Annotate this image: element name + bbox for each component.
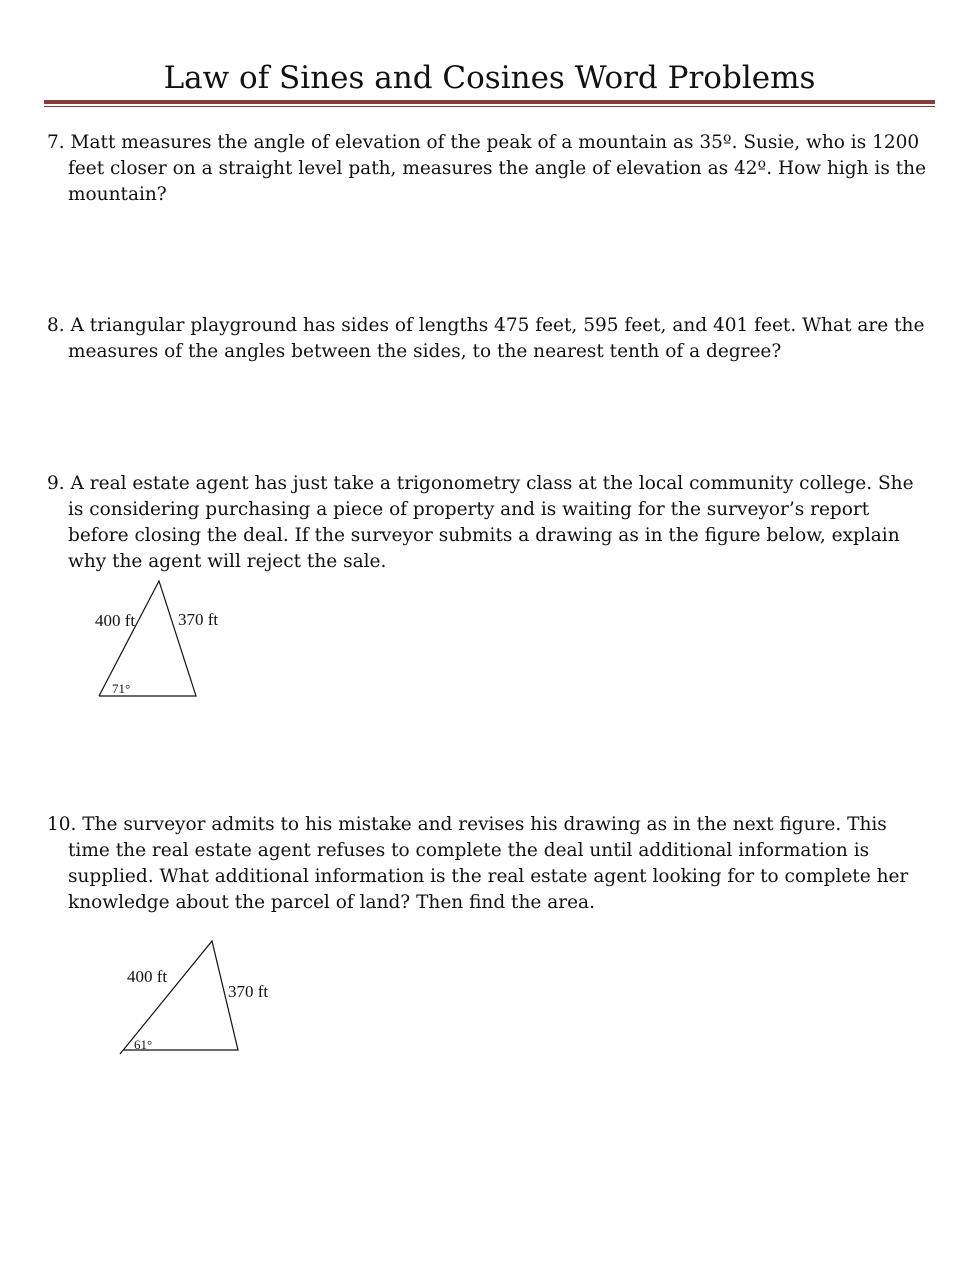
problem-8-line-1: 8. A triangular playground has sides of lengths 475 feet, 595 feet, and 401 feet. What are the (47, 315, 925, 336)
problem-9-line-3: before closing the deal. If the surveyor submits a drawing as in the figure below, explain (68, 525, 900, 546)
title-rule-thick (44, 100, 935, 104)
problem-9-triangle-figure (85, 575, 245, 709)
page-title: Law of Sines and Cosines Word Problems (163, 60, 816, 96)
problem-8 (47, 313, 937, 365)
problem-7 (47, 130, 937, 208)
problem-9-line-1: 9. A real estate agent has just take a trigonometry class at the local community college. She (47, 473, 914, 494)
problem-8-line-2: measures of the angles between the sides, to the nearest tenth of a degree? (68, 341, 782, 362)
problem-10-line-3: supplied. What additional information is the real estate agent looking for to complete her (68, 866, 909, 887)
problem-10-triangle-figure (110, 935, 290, 1069)
problem-10 (47, 812, 937, 916)
problem-9 (47, 471, 937, 575)
triangle-sides (99, 581, 196, 696)
angle-label: 71° (112, 681, 131, 696)
side-right-label: 370 ft (228, 982, 269, 1001)
angle-label: 61° (134, 1037, 153, 1052)
problem-7-line-1: 7. Matt measures the angle of elevation of the peak of a mountain as 35º. Susie, who is 1200 (47, 132, 920, 153)
side-right-label: 370 ft (178, 610, 219, 629)
problem-10-line-1: 10. The surveyor admits to his mistake and revises his drawing as in the next figure. This (47, 814, 887, 835)
problem-10-line-2: time the real estate agent refuses to complete the deal until additional information is (68, 840, 870, 861)
title-rule-thin (44, 106, 935, 107)
problem-9-line-2: is considering purchasing a piece of property and is waiting for the surveyor’s report (68, 499, 870, 520)
problem-9-line-4: why the agent will reject the sale. (68, 551, 387, 572)
problem-7-line-3: mountain? (68, 184, 167, 205)
side-left-label: 400 ft (127, 967, 168, 986)
problem-10-line-4: knowledge about the parcel of land? Then find the area. (68, 892, 595, 913)
problem-7-line-2: feet closer on a straight level path, measures the angle of elevation as 42º. How high is the (68, 158, 927, 179)
side-left-label: 400 ft (95, 611, 136, 630)
